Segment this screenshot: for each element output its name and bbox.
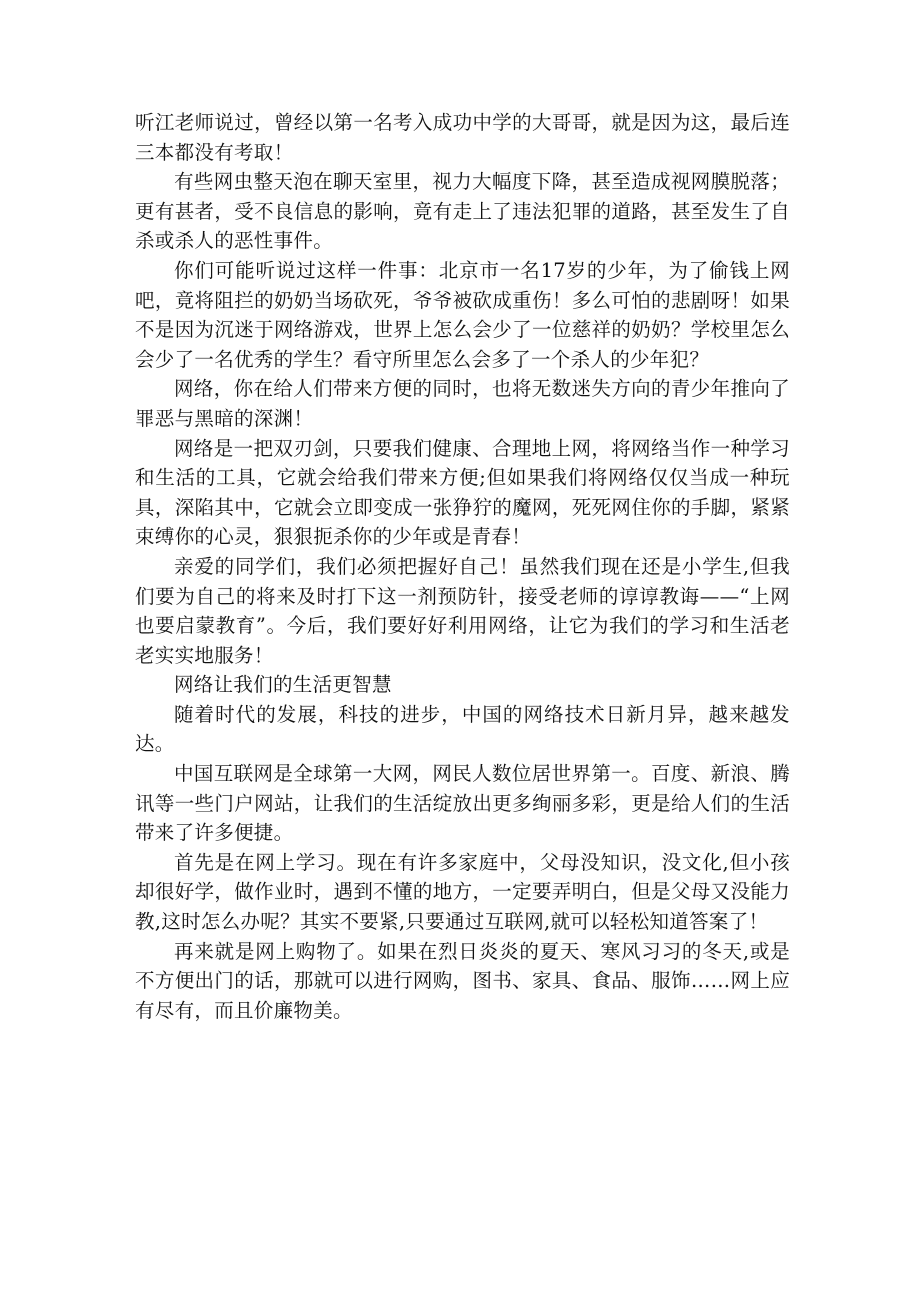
section-heading: 网络让我们的生活更智慧 — [174, 673, 392, 697]
paragraph-1: 听江老师说过，曾经以第一名考入成功中学的大哥哥，就是因为这，最后连三本都没有考取！ — [135, 111, 790, 164]
paragraph-4: 网络，你在给人们带来方便的同时，也将无数迷失方向的青少年推向了罪恶与黑暗的深渊！ — [135, 377, 790, 430]
paragraph-5: 网络是一把双刃剑，只要我们健康、合理地上网，将网络当作一种学习和生活的工具，它就会给我们带来方便;但如果我们将网络仅仅当成一种玩具，深陷其中，它就会立即变成一张狰狞的魔网，死死网住你的手脚，紧紧束缚你的心灵，狠狠扼杀你的少年或是青春！ — [135, 436, 790, 549]
paragraph-9: 中国互联网是全球第一大网，网民人数位居世界第一。百度、新浪、腾讯等一些门户网站，让我们的生活绽放出更多绚丽多彩，更是给人们的生活带来了许多便捷。 — [135, 762, 790, 845]
paragraph-10: 首先是在网上学习。现在有许多家庭中，父母没知识，没文化,但小孩却很好学，做作业时，遇到不懂的地方，一定要弄明白，但是父母又没能力教,这时怎么办呢？其实不要紧,只要通过互联网,就可以轻松知道答案了！ — [135, 850, 790, 934]
document-body — [135, 108, 790, 1025]
paragraph-6: 亲爱的同学们，我们必须把握好自己！虽然我们现在还是小学生,但我们要为自己的将来及时打下这一剂预防针，接受老师的谆谆教诲——“上网也要启蒙教育”。今后，我们要好好利用网络，让它为我们的学习和生活老老实实地服务！ — [135, 554, 790, 667]
paragraph-2: 有些网虫整天泡在聊天室里，视力大幅度下降，甚至造成视网膜脱落；更有甚者，受不良信息的影响，竟有走上了违法犯罪的道路，甚至发生了自杀或杀人的恶性事件。 — [135, 170, 790, 253]
paragraph-11: 再来就是网上购物了。如果在烈日炎炎的夏天、寒风习习的冬天,或是不方便出门的话，那就可以进行网购，图书、家具、食品、服饰……网上应有尽有，而且价廉物美。 — [135, 939, 790, 1022]
paragraph-8: 随着时代的发展，科技的进步，中国的网络技术日新月异，越来越发达。 — [135, 702, 790, 756]
paragraph-3: 你们可能听说过这样一件事：北京市一名17岁的少年，为了偷钱上网吧，竟将阻拦的奶奶当场砍死，爷爷被砍成重伤！多么可怕的悲剧呀！如果不是因为沉迷于网络游戏，世界上怎么会少了一位慈祥的奶奶？学校里怎么会少了一名优秀的学生？看守所里怎么会多了一个杀人的少年犯？ — [135, 258, 790, 371]
